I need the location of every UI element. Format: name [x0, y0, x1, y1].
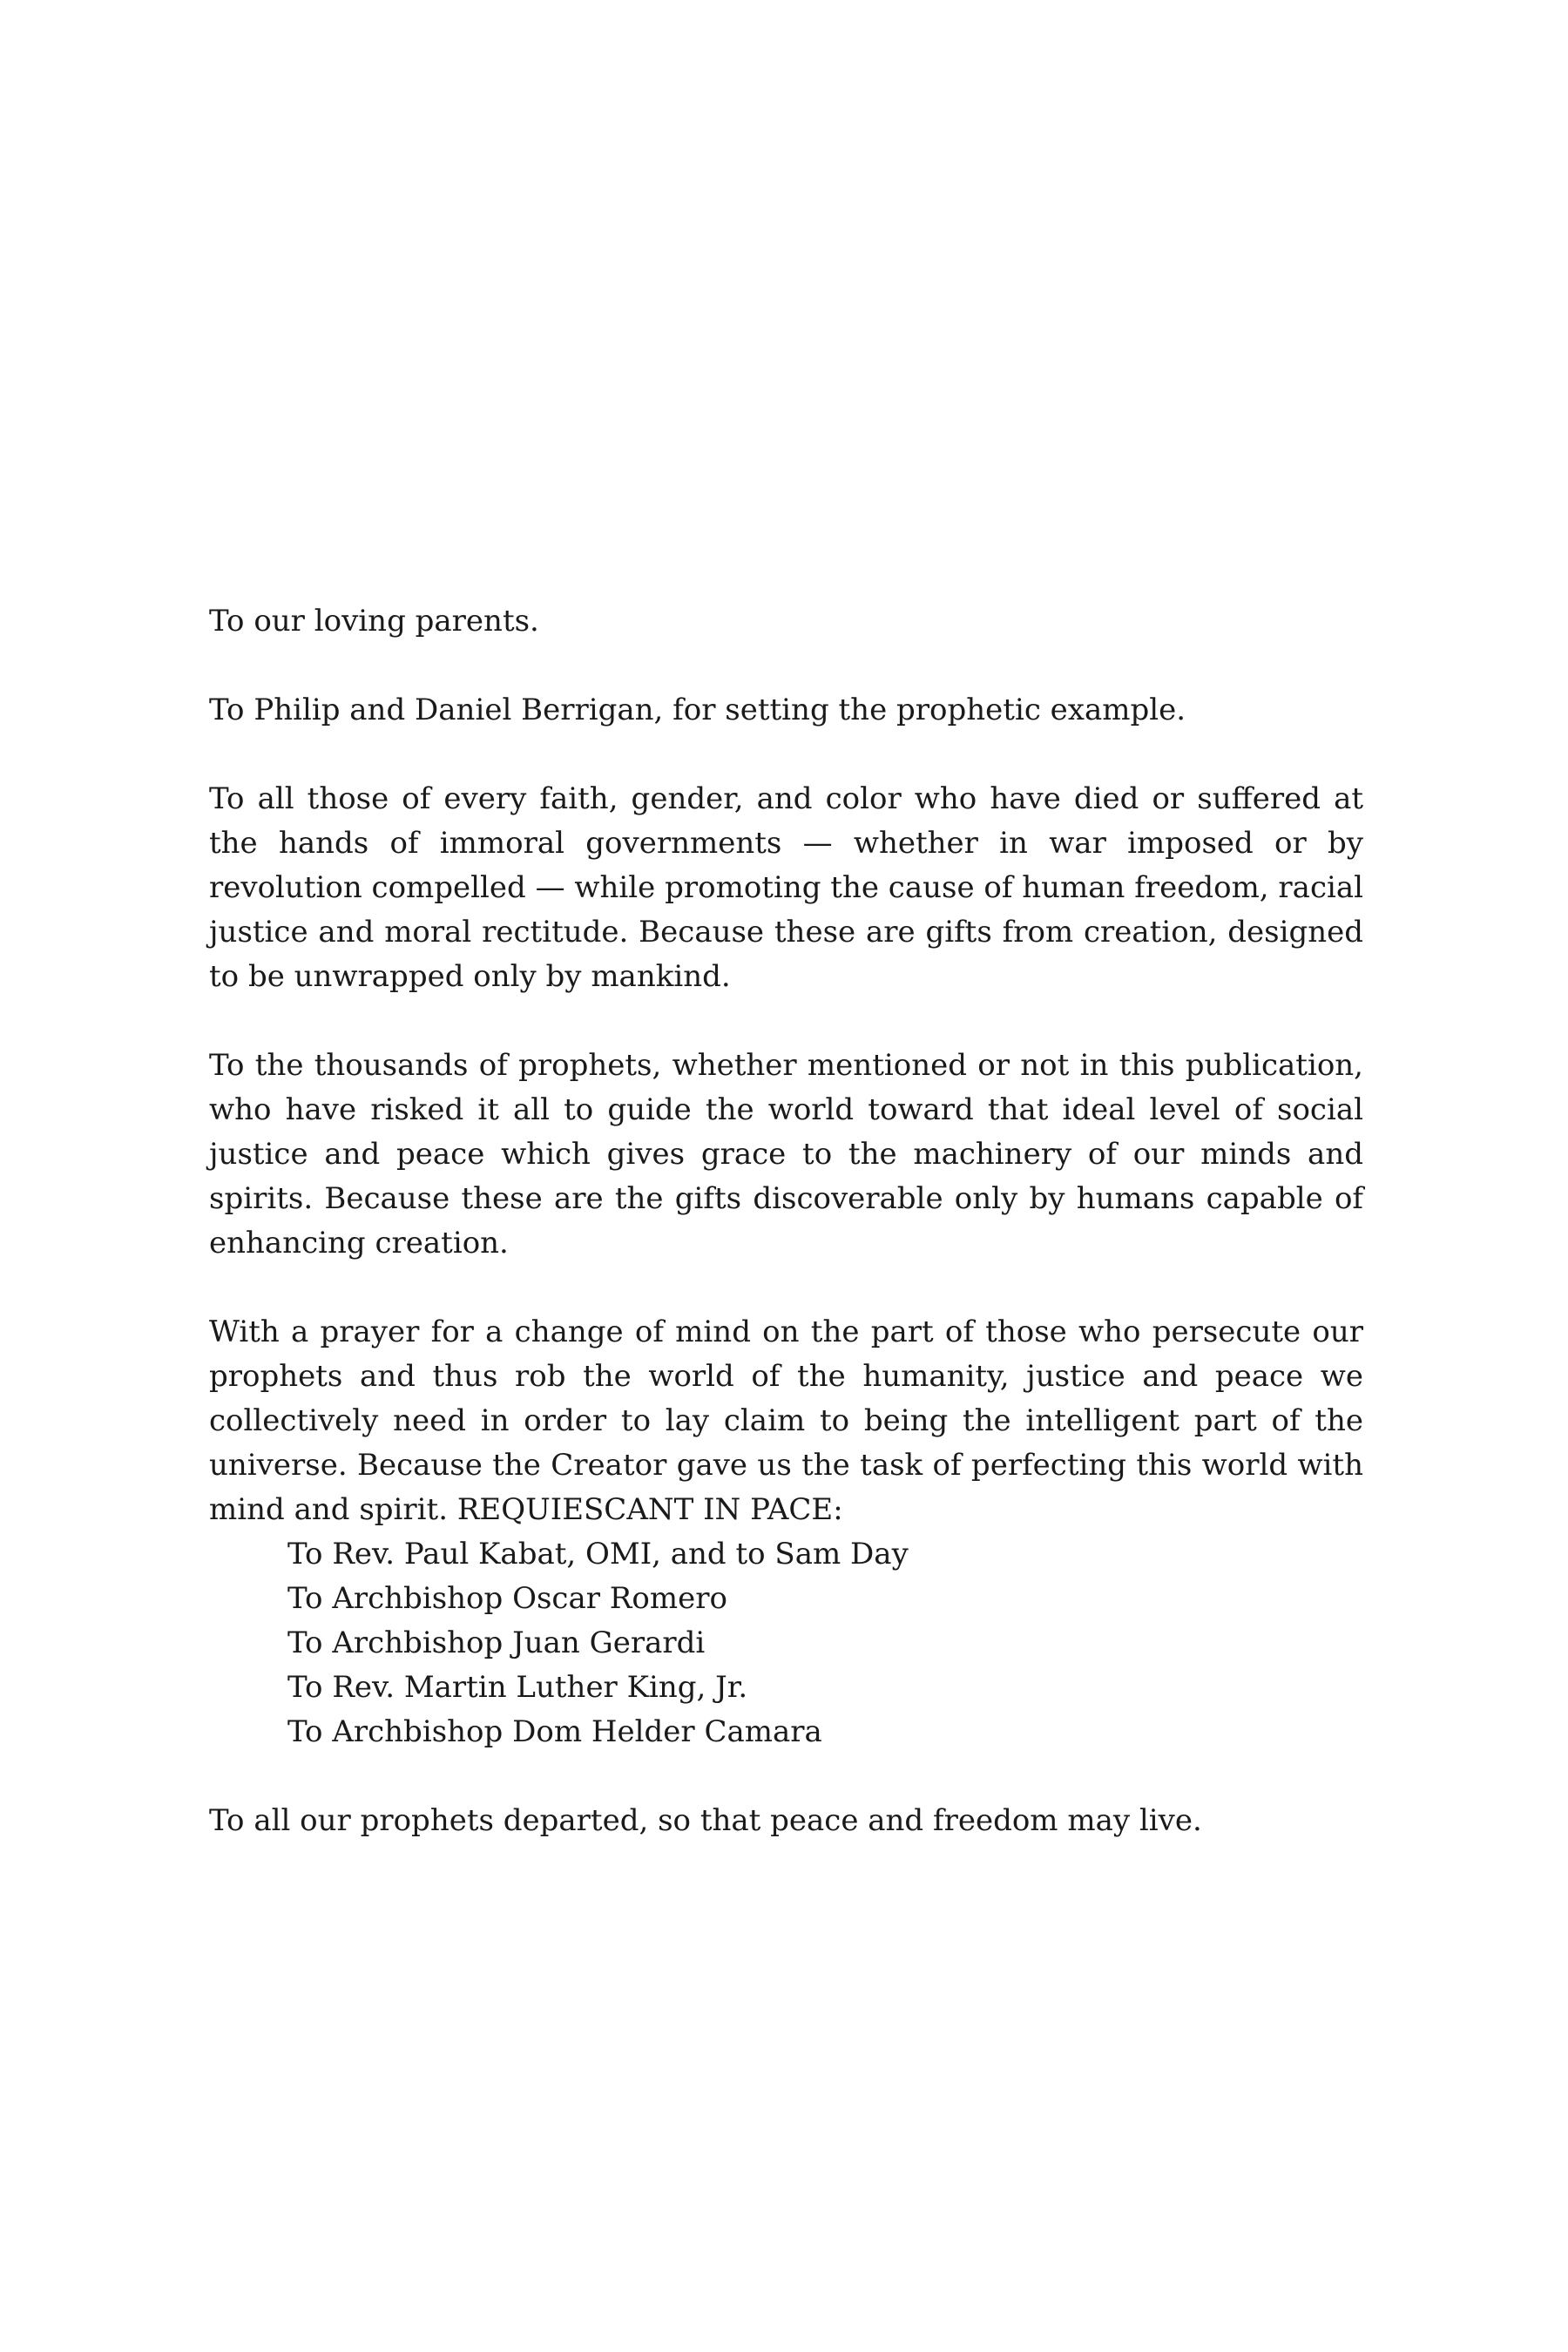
dedication-berrigans: To Philip and Daniel Berrigan, for setting the prophetic example.	[209, 693, 1186, 727]
dedication-closing: To all our prophets departed, so that peace and freedom may live.	[209, 1803, 1202, 1838]
dedication-text	[209, 599, 1363, 1888]
dedication-prayer: With a prayer for a change of mind on the part of those who persecute our prophets and thus rob the world of the humanity, justice and peace we collectively need in order to lay claim to being the intelligent part of the universe. Because the Creator gave us the task of perfecting this world with mind and spirit. REQUIESCANT IN PACE:	[209, 1315, 1363, 1527]
requiescant-item: To Archbishop Oscar Romero	[287, 1581, 727, 1616]
requiescant-list	[209, 1532, 1363, 1754]
requiescant-item: To Rev. Martin Luther King, Jr.	[287, 1670, 748, 1705]
requiescant-item: To Archbishop Dom Helder Camara	[287, 1714, 822, 1749]
dedication-victims: To all those of every faith, gender, and color who have died or suffered at the hands of immoral governments — whether in war imposed or by revolution compelled — while promoting the cause of human freedom, racial justice and moral rectitude. Because these are gifts from creation, designed to be unwrapped only by mankind.	[209, 781, 1364, 994]
dedication-prophets: To the thousands of prophets, whether mentioned or not in this publication, who have risked it all to guide the world toward that ideal level of social justice and peace which gives grace to the machinery of our minds and spirits. Because these are the gifts discoverable only by humans capable of enhancing creation.	[209, 1048, 1363, 1260]
dedication-parents: To our loving parents.	[209, 604, 539, 639]
requiescant-item: To Archbishop Juan Gerardi	[287, 1625, 706, 1660]
requiescant-item: To Rev. Paul Kabat, OMI, and to Sam Day	[287, 1537, 909, 1571]
